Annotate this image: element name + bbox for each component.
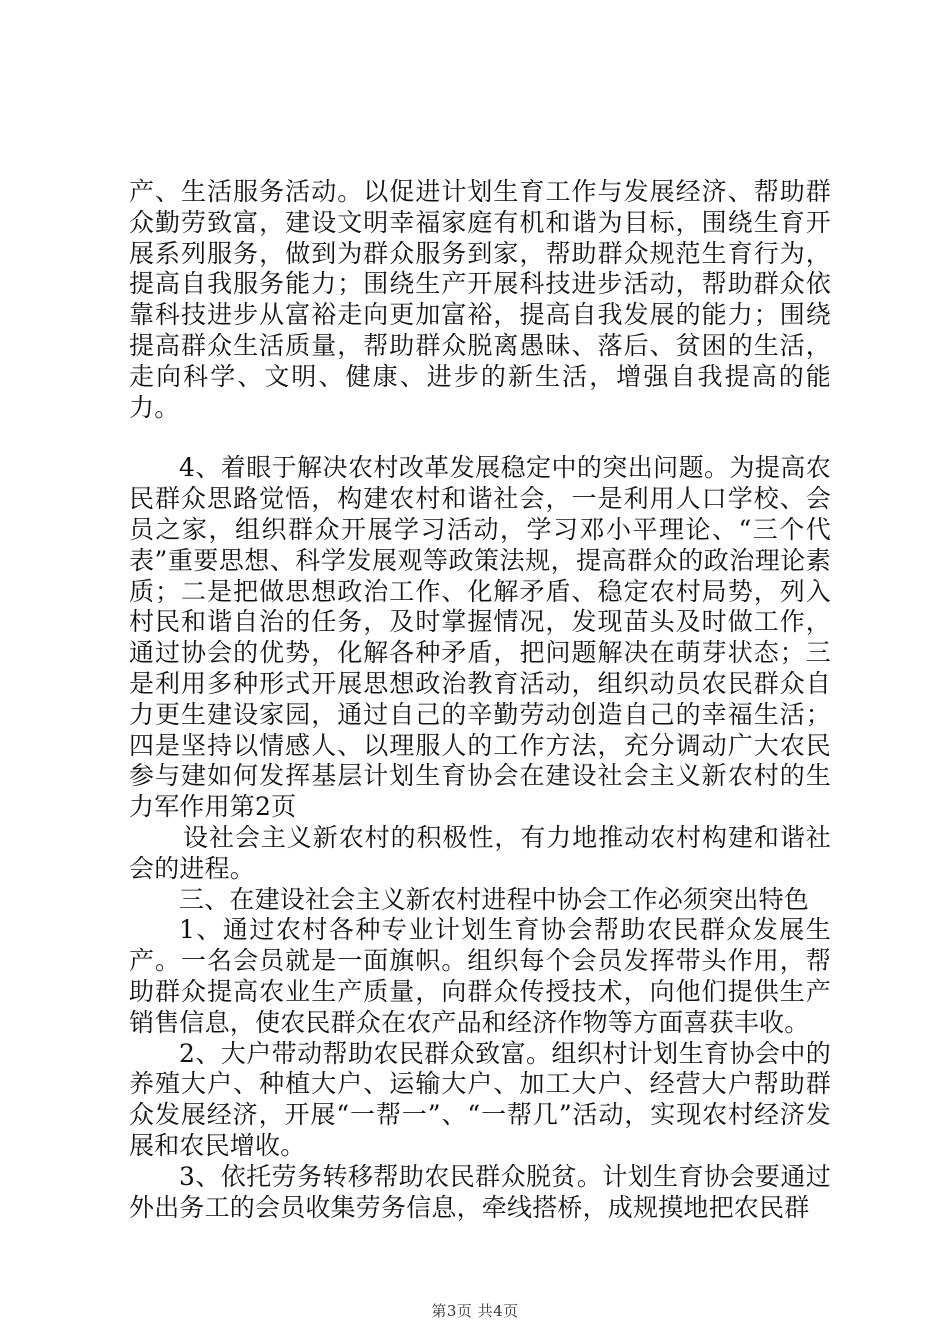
- paragraph-item-1: 1、通过农村各种专业计划生育协会帮助农民群众发展生产。一名会员就是一面旗帜。组织每个会员发挥带头作用，帮助群众提高农业生产质量，向群众传授技术，向他们提供生产销售信息，使农民群众在农产品和经济作物等方面喜获丰收。: [129, 915, 831, 1037]
- paragraph-item-2: 2、大户带动帮助农民群众致富。组织村计划生育协会中的养殖大户、种植大户、运输大户、加工大户、经营大户帮助群众发展经济，开展“一帮一”、“一帮几”活动，实现农村经济发展和农民增收。: [129, 1038, 831, 1160]
- section-heading-3: 三、在建设社会主义新农村进程中协会工作必须突出特色: [179, 884, 810, 914]
- page-footer: 第3页 共4页: [431, 1302, 519, 1320]
- paragraph-continued: 产、生活服务活动。以促进计划生育工作与发展经济、帮助群众勤劳致富，建设文明幸福家庭有机和谐为目标，围绕生育开展系列服务，做到为群众服务到家，帮助群众规范生育行为，提高自我服务能力；围绕生产开展科技进步活动，帮助群众依靠科技进步从富裕走向更加富裕，提高自我发展的能力；围绕提高群众生活质量，帮助群众脱离愚昧、落后、贫困的生活，走向科学、文明、健康、进步的新生活，增强自我提高的能力。: [129, 177, 831, 422]
- paragraph-item-3: 3、依托劳务转移帮助农民群众脱贫。计划生育协会要通过外出务工的会员收集劳务信息，牵线搭桥，成规摸地把农民群: [129, 1161, 831, 1222]
- paragraph-4: 4、着眼于解决农村改革发展稳定中的突出问题。为提高农民群众思路觉悟，构建农村和谐社会，一是利用人口学校、会员之家，组织群众开展学习活动，学习邓小平理论、“三个代表”重要思想、科学发展观等政策法规，提高群众的政治理论素质；二是把做思想政治工作、化解矛盾、稳定农村局势，列入村民和谐自治的任务，及时掌握情况，发现苗头及时做工作，通过协会的优势，化解各种矛盾，把问题解决在萌芽状态；三是利用多种形式开展思想政治教育活动，组织动员农民群众自力更生建设家园，通过自己的辛勤劳动创造自己的幸福生活；四是坚持以情感人、以理服人的工作方法，充分调动广大农民参与建如何发挥基层计划生育协会在建设社会主义新农村的生力军作用第2页: [129, 453, 831, 822]
- paragraph-continued-2: 设社会主义新农村的积极性，有力地推动农村构建和谐社会的进程。: [129, 822, 831, 883]
- document-body: [129, 177, 831, 1223]
